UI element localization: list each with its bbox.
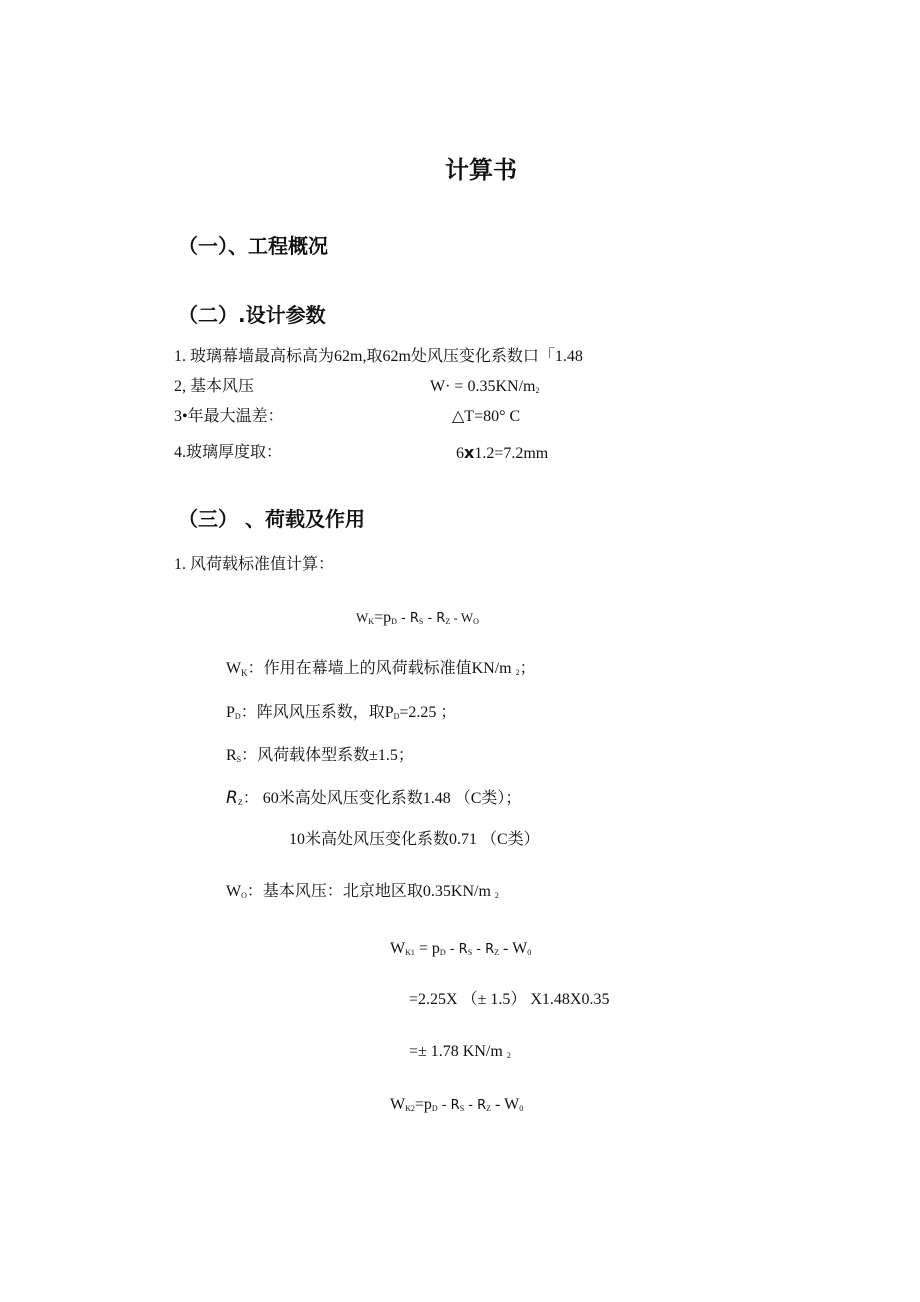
param-line-2-value: W· = 0.35KN/m2	[430, 378, 540, 395]
section-heading-overview: （一）、工程概况	[178, 234, 328, 258]
definition-wo: WO：基本风压：北京地区取0.35KN/m 2	[226, 883, 499, 900]
section-heading-design-params: （二）.设计参数	[178, 303, 326, 327]
param-line-2-label: 2, 基本风压	[174, 378, 255, 395]
param-line-3-label: 3•年最大温差：	[174, 408, 284, 425]
page-title: 计算书	[445, 156, 517, 184]
definition-rs: RS：风荷载体型系数±1.5；	[226, 747, 414, 764]
param-line-3-value: △T=80° C	[452, 408, 521, 425]
definition-wk: $W_K$：作用在幕墙上的风荷载标准值KN/m 2；	[226, 660, 536, 678]
definition-rz-10m: 10米高处风压变化系数0.71 （C类）	[289, 831, 540, 848]
formula-wk2: WK2=pD - RS - RZ - W0	[390, 1096, 524, 1113]
calc-line-2: =± 1.78 KN/m 2	[409, 1043, 511, 1060]
calc-line-1: =2.25X （± 1.5） X1.48X0.35	[409, 991, 610, 1008]
definition-rz: RZ： 60米高处风压变化系数1.48 （C类）；	[226, 788, 522, 808]
formula-wk: WK=pD - RS - RZ - WO	[356, 609, 479, 626]
section-heading-loads: （三） 、荷载及作用	[178, 507, 365, 531]
load-item-1: 1. 风荷载标准值计算：	[174, 556, 335, 573]
param-line-4-label: 4.玻璃厚度取：	[174, 444, 283, 461]
formula-wk1: WK1 = pD - RS - RZ - W0	[390, 940, 532, 957]
param-line-1: 1. 玻璃幕墙最高标高为62m,取62m处风压变化系数口「1.48	[174, 348, 583, 365]
param-line-4-value: 6x1.2=7.2mm	[456, 443, 549, 462]
definition-pd: PD：阵风风压系数，取PD=2.25 ；	[226, 704, 457, 721]
